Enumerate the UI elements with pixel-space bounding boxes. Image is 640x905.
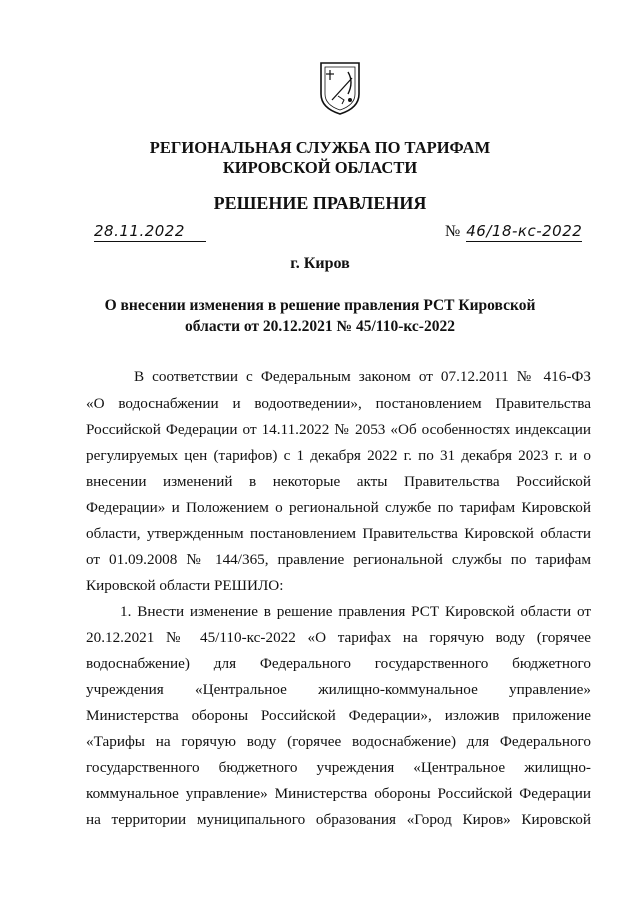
body-line: «Тарифы на горячую воду (горячее водоснабжение) для Федерального: [86, 733, 591, 750]
subject-line1: О внесении изменения в решение правления РСТ Кировской: [104, 297, 536, 314]
document-date: 28.11.2022: [94, 222, 206, 242]
body-line: государственного бюджетного учреждения «Центральное жилищно-: [86, 759, 591, 776]
body-line: регулируемых цен (тарифов) с 1 декабря 2022 г. по 31 декабря 2023 г. и о: [86, 447, 591, 464]
document-number-block: [445, 222, 582, 241]
subject-line2: области от 20.12.2021 № 45/110-кс-2022: [185, 318, 455, 335]
body-line: «О водоснабжении и водоотведении», постановлением Правительства: [86, 395, 591, 412]
body-line: области, утвержденным постановлением Правительства Кировской области: [86, 525, 591, 542]
document-number: 46/18-кс-2022: [466, 222, 583, 240]
number-sign: №: [445, 223, 461, 240]
document-title: РЕШЕНИЕ ПРАВЛЕНИЯ: [213, 193, 427, 213]
body-line: коммунальное управление» Министерства обороны Российской Федерации: [86, 785, 591, 802]
body-line: В соответствии с Федеральным законом от 07.12.2011 № 416-ФЗ: [134, 368, 591, 385]
body-line: водоснабжение) для Федерального государственного бюджетного: [86, 655, 591, 672]
body-line: Федерации» и Положением о региональной службе по тарифам Кировской: [86, 499, 591, 516]
body-line: Кировской области РЕШИЛО:: [86, 577, 284, 594]
body-line: Министерства обороны Российской Федерации», изложив приложение: [86, 707, 591, 724]
coat-of-arms-emblem: [318, 60, 362, 116]
body-line: Российской Федерации от 14.11.2022 № 2053 «Об особенностях индексации: [86, 421, 591, 438]
org-name-line1: РЕГИОНАЛЬНАЯ СЛУЖБА ПО ТАРИФАМ: [149, 138, 491, 157]
body-line: 1. Внести изменение в решение правления РСТ Кировской области от: [120, 603, 591, 620]
body-line: внесении изменений в некоторые акты Правительства Российской: [86, 473, 591, 490]
org-name-line2: КИРОВСКОЙ ОБЛАСТИ: [222, 158, 418, 177]
body-line: от 01.09.2008 № 144/365, правление региональной службы по тарифам: [86, 551, 591, 568]
body-line: 20.12.2021 № 45/110-кс-2022 «О тарифах на горячую воду (горячее: [86, 629, 591, 646]
body-line: учреждения «Центральное жилищно-коммунальное управление»: [86, 681, 591, 698]
city-label: г. Киров: [290, 255, 350, 272]
body-line: на территории муниципального образования «Город Киров» Кировской: [86, 811, 591, 828]
